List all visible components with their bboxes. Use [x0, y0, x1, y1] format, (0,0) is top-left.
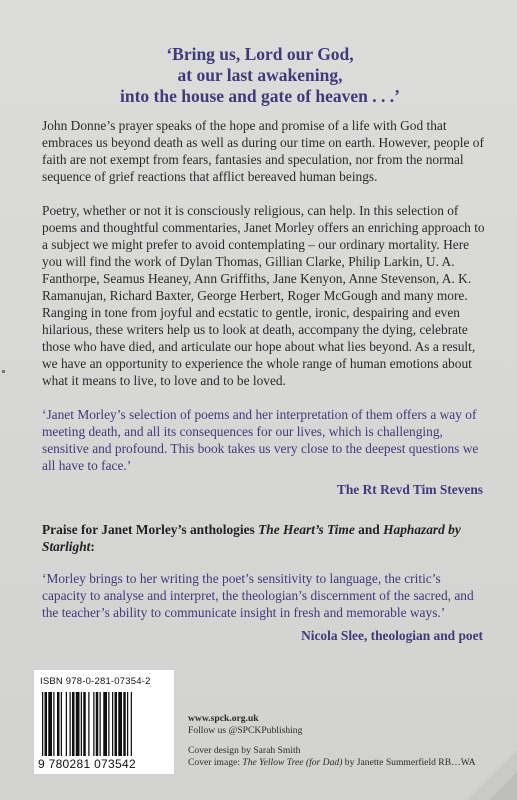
edge-mark [2, 370, 5, 373]
epigraph-line-2: at our last awakening, [177, 65, 343, 85]
cover-image-title: The Yellow Tree (for Dad) [242, 757, 343, 768]
publisher-logo-icon [427, 730, 517, 800]
praise-and: and [354, 522, 384, 537]
review-attribution-1: The Rt Revd Tim Stevens [336, 482, 483, 497]
publisher-website: www.spck.org.uk [188, 713, 259, 724]
epigraph-line-1: ‘Bring us, Lord our God, [166, 44, 354, 64]
blurb-paragraph-2: Poetry, whether or not it is consciously religious, can help. In this selection of poems and thoughtful commentaries, Janet Morley offers an enriching approach to a subject we might prefer to avoid contemplating – our ordinary mortality. Here you will find the work of Dylan Thomas, Gillian Clarke, Philip Larkin, U. A. Fanthorpe, Seamus Heaney, Ann Griffiths, Jane Kenyon, Anne Stevenson, A. K. Ramanujan, Richard Baxter, George Herbert, Roger McGough and many more. Ranging in tone from joyful and ecstatic to gentle, ironic, despairing and even hilarious, these writers help us to look at death, accompany the dying, celebrate those who have died, and articulate our hope about what lies beyond. As a result, we have an opportunity to experience the whole range of human emotions about what it means to live, to love and to be loved. [42, 203, 485, 388]
epigraph-line-3: into the house and gate of heaven . . .’ [119, 86, 400, 106]
review-quote-2: ‘Morley brings to her writing the poet’s sensitivity to language, the critic’s capacity to analyse and interpret, the theologian’s discernment of the sacred, and the teacher’s ability to communicate insight in fresh and memorable ways.’ [42, 571, 474, 620]
publisher-follow: Follow us @SPCKPublishing [188, 725, 303, 736]
cover-image-prefix: Cover image: [188, 757, 243, 768]
epigraph-quote [60, 44, 460, 107]
review-quote-1: ‘Janet Morley’s selection of poems and her interpretation of them offers a way of meeting death, and all its consequences for our lives, which is challenging, sensitive and profound. This book takes us very close to the deepest questions we all have to face.’ [42, 407, 479, 473]
isbn-label: ISBN 978-0-281-07354-2 [40, 676, 151, 687]
isbn-barcode [34, 670, 174, 774]
praise-colon: : [90, 539, 95, 554]
blurb-paragraph-1: John Donne’s prayer speaks of the hope and promise of a life with God that embraces us beyond death as well as during our time on earth. However, people of faith are not exempt from fears, fantasies and speculation, nor from the normal sequence of grief reactions that afflict bereaved human beings. [42, 118, 484, 184]
praise-heading [42, 521, 487, 555]
praise-title-1: The Heart’s Time [258, 522, 355, 537]
praise-intro: Praise for Janet Morley’s anthologies [42, 522, 259, 537]
barcode-digits: 9 780281 073542 [38, 757, 136, 771]
barcode-bars [42, 692, 166, 756]
cover-design-credit: Cover design by Sarah Smith [188, 745, 301, 756]
cover-image-suffix: by Janette Summerfield RB…WA [342, 757, 476, 768]
review-attribution-2: Nicola Slee, theologian and poet [301, 628, 483, 643]
praise-title-2: Haphazard by Starlight [42, 522, 461, 554]
